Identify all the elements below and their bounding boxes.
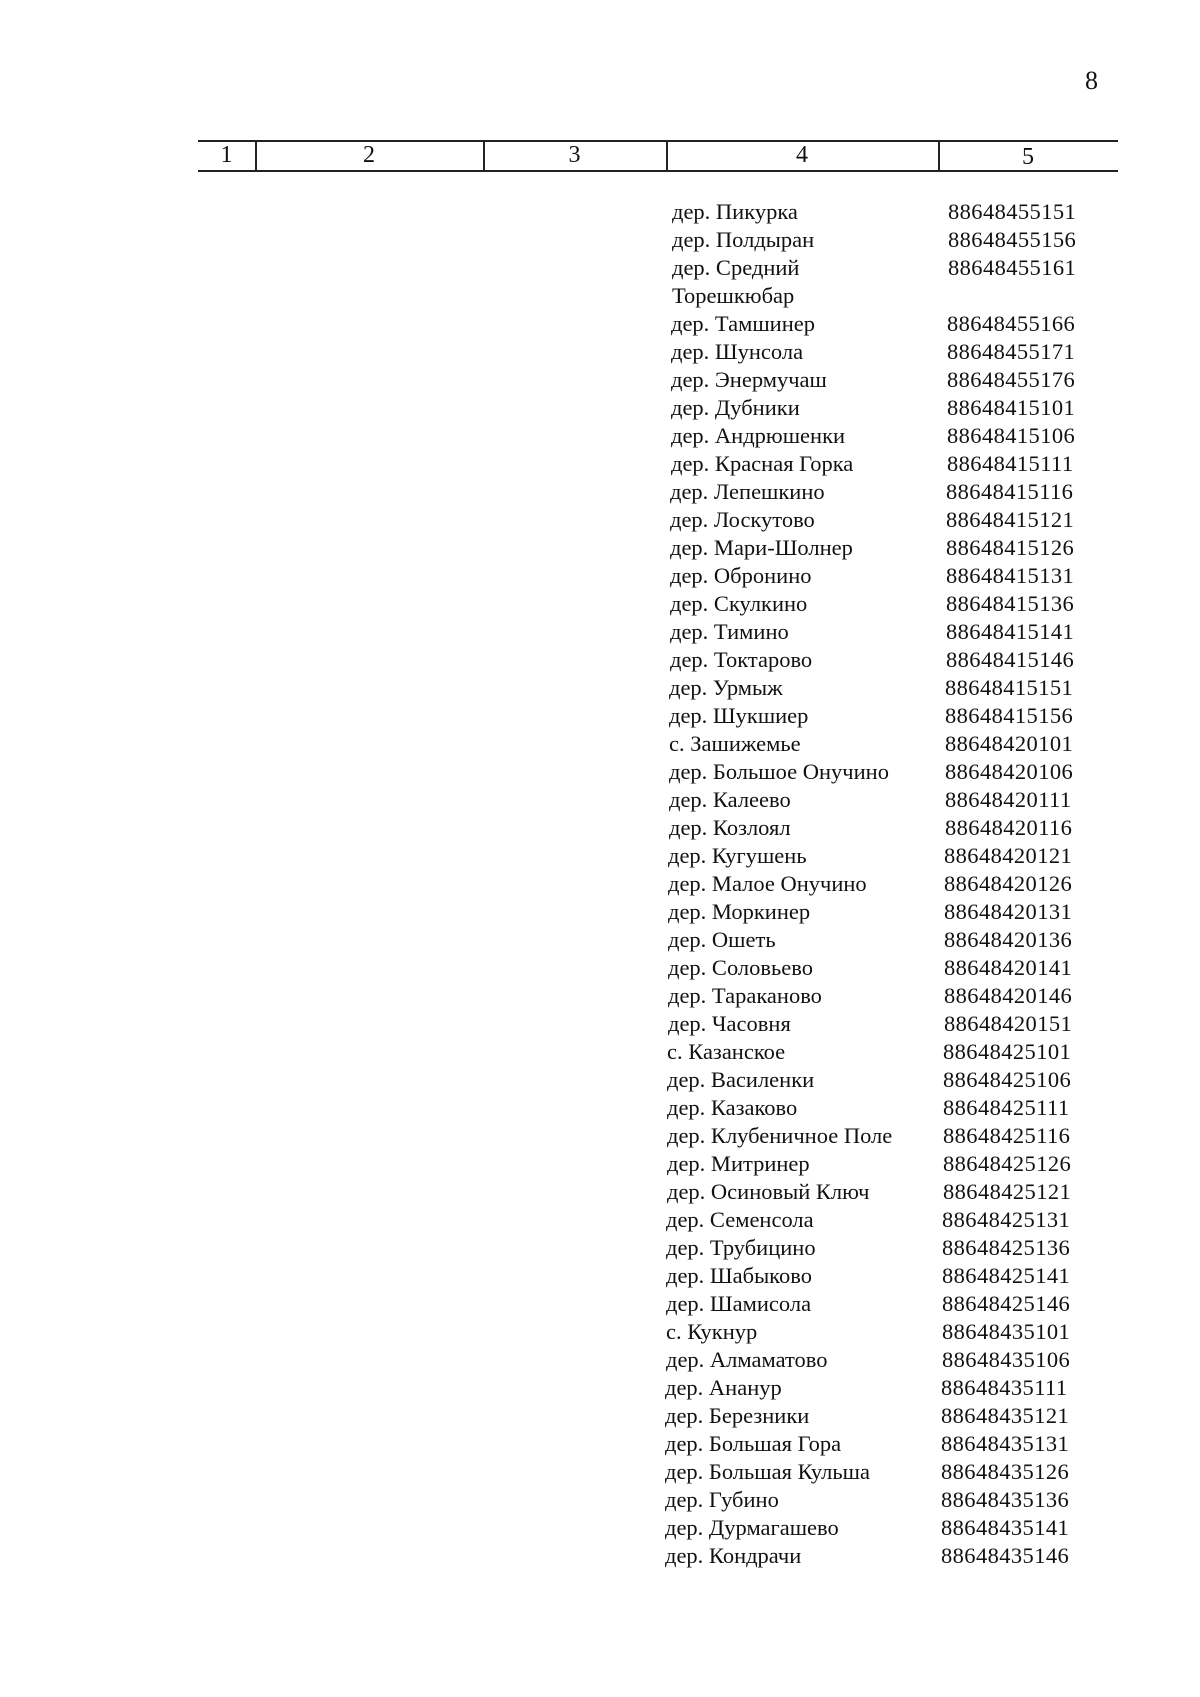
settlement-name: дер. Тимино xyxy=(670,619,789,644)
settlement-name: дер. Большое Онучино xyxy=(669,759,889,784)
settlement-name: дер. Алмаматово xyxy=(666,1347,828,1372)
table-row xyxy=(0,1514,1200,1542)
column-header-2: 2 xyxy=(363,142,375,168)
settlement-name: дер. Лоскутово xyxy=(670,507,815,532)
table-row xyxy=(0,422,1200,450)
table-row xyxy=(0,450,1200,478)
oktmo-code: 88648425136 xyxy=(942,1235,1071,1260)
table-row xyxy=(0,1402,1200,1430)
oktmo-code: 88648420126 xyxy=(944,871,1073,896)
table-row xyxy=(0,702,1200,730)
settlement-name: дер. Полдыран xyxy=(672,227,815,252)
oktmo-code: 88648435136 xyxy=(941,1487,1070,1512)
table-row xyxy=(0,226,1200,254)
settlement-name: с. Зашижемье xyxy=(669,731,801,756)
table-row xyxy=(0,758,1200,786)
table-row xyxy=(0,1150,1200,1178)
settlement-name: дер. Лепешкино xyxy=(670,479,825,504)
table-row xyxy=(0,954,1200,982)
oktmo-code: 88648455161 xyxy=(948,255,1077,280)
oktmo-code: 88648415106 xyxy=(947,423,1076,448)
settlement-name: дер. Урмыж xyxy=(669,675,783,700)
settlement-name: дер. Губино xyxy=(665,1487,779,1512)
settlement-name: дер. Березники xyxy=(665,1403,810,1428)
settlement-name: дер. Моркинер xyxy=(668,899,811,924)
table-row xyxy=(0,506,1200,534)
settlement-name: дер. Малое Онучино xyxy=(668,871,867,896)
settlement-name: дер. Обронино xyxy=(670,563,812,588)
oktmo-code: 88648415136 xyxy=(946,591,1075,616)
table-row xyxy=(0,562,1200,590)
settlement-name: дер. Ошеть xyxy=(668,927,776,952)
table-row xyxy=(0,1234,1200,1262)
page-number: 8 xyxy=(1085,66,1098,95)
settlement-name: дер. Ананур xyxy=(665,1375,782,1400)
oktmo-code: 88648420131 xyxy=(944,899,1073,924)
oktmo-code: 88648455151 xyxy=(948,199,1077,224)
settlement-list xyxy=(0,198,1200,1570)
table-row xyxy=(0,366,1200,394)
oktmo-code: 88648420106 xyxy=(945,759,1074,784)
oktmo-code: 88648435141 xyxy=(941,1515,1070,1540)
table-row xyxy=(0,1010,1200,1038)
settlement-name: дер. Средний Торешкюбар xyxy=(672,255,800,308)
settlement-name: дер. Токтарово xyxy=(670,647,813,672)
oktmo-code: 88648435111 xyxy=(941,1375,1068,1400)
table-row xyxy=(0,674,1200,702)
column-header-5: 5 xyxy=(1022,144,1034,170)
oktmo-code: 88648415131 xyxy=(946,563,1075,588)
oktmo-code: 88648425116 xyxy=(943,1123,1071,1148)
settlement-name: дер. Шунсола xyxy=(671,339,804,364)
settlement-name: дер. Тараканово xyxy=(668,983,822,1008)
settlement-name: дер. Клубеничное Поле xyxy=(667,1123,893,1148)
oktmo-code: 88648455166 xyxy=(947,311,1076,336)
settlement-name: дер. Андрюшенки xyxy=(671,423,846,448)
oktmo-code: 88648415101 xyxy=(947,395,1076,420)
oktmo-code: 88648425121 xyxy=(943,1179,1072,1204)
table-row xyxy=(0,1430,1200,1458)
settlement-name: дер. Осиновый Ключ xyxy=(667,1179,870,1204)
oktmo-code: 88648425146 xyxy=(942,1291,1071,1316)
table-row xyxy=(0,898,1200,926)
settlement-name: дер. Козлоял xyxy=(669,815,791,840)
settlement-name: дер. Кондрачи xyxy=(665,1543,802,1568)
settlement-name: дер. Митринер xyxy=(667,1151,810,1176)
table-row xyxy=(0,1262,1200,1290)
oktmo-code: 88648420141 xyxy=(944,955,1073,980)
oktmo-code: 88648420101 xyxy=(945,731,1074,756)
settlement-name: дер. Часовня xyxy=(668,1011,791,1036)
oktmo-code: 88648455176 xyxy=(947,367,1076,392)
oktmo-code: 88648415126 xyxy=(946,535,1075,560)
oktmo-code: 88648420146 xyxy=(944,983,1073,1008)
oktmo-code: 88648425101 xyxy=(943,1039,1072,1064)
table-row xyxy=(0,1178,1200,1206)
table-row xyxy=(0,1290,1200,1318)
settlement-name: дер. Красная Горка xyxy=(671,451,854,476)
settlement-name: дер. Пикурка xyxy=(672,199,798,224)
oktmo-code: 88648420121 xyxy=(944,843,1073,868)
table-row xyxy=(0,1346,1200,1374)
oktmo-code: 88648435126 xyxy=(941,1459,1070,1484)
oktmo-code: 88648425141 xyxy=(942,1263,1071,1288)
table-row xyxy=(0,1066,1200,1094)
settlement-name: дер. Калеево xyxy=(669,787,791,812)
oktmo-code: 88648435131 xyxy=(941,1431,1070,1456)
table-row xyxy=(0,310,1200,338)
table-row xyxy=(0,478,1200,506)
table-row xyxy=(0,646,1200,674)
settlement-name: дер. Шамисола xyxy=(666,1291,812,1316)
table-row xyxy=(0,1122,1200,1150)
table-row xyxy=(0,590,1200,618)
table-row xyxy=(0,1374,1200,1402)
table-row xyxy=(0,198,1200,226)
table-row xyxy=(0,1318,1200,1346)
oktmo-code: 88648425106 xyxy=(943,1067,1072,1092)
settlement-name: дер. Соловьево xyxy=(668,955,813,980)
table-row xyxy=(0,842,1200,870)
table-row xyxy=(0,982,1200,1010)
table-row xyxy=(0,394,1200,422)
oktmo-code: 88648415151 xyxy=(945,675,1074,700)
table-row xyxy=(0,786,1200,814)
oktmo-code: 88648425126 xyxy=(943,1151,1072,1176)
settlement-name: дер. Скулкино xyxy=(670,591,808,616)
oktmo-code: 88648415121 xyxy=(946,507,1075,532)
settlement-name: дер. Энермучаш xyxy=(671,367,827,392)
table-row xyxy=(0,1206,1200,1234)
table-row xyxy=(0,618,1200,646)
settlement-name: дер. Шабыково xyxy=(666,1263,812,1288)
settlement-name: с. Кукнур xyxy=(666,1319,758,1344)
oktmo-code: 88648420151 xyxy=(944,1011,1073,1036)
oktmo-code: 88648420111 xyxy=(945,787,1072,812)
settlement-name: дер. Большая Гора xyxy=(665,1431,842,1456)
table-row xyxy=(0,1542,1200,1570)
settlement-name: дер. Дубники xyxy=(671,395,800,420)
table-row xyxy=(0,926,1200,954)
table-row xyxy=(0,870,1200,898)
table-row xyxy=(0,1486,1200,1514)
settlement-name: дер. Тамшинер xyxy=(671,311,815,336)
table-row xyxy=(0,254,1200,310)
oktmo-code: 88648415146 xyxy=(946,647,1075,672)
oktmo-code: 88648420136 xyxy=(944,927,1073,952)
oktmo-code: 88648415156 xyxy=(945,703,1074,728)
settlement-name: дер. Большая Кульша xyxy=(665,1459,870,1484)
table-row xyxy=(0,730,1200,758)
table-row xyxy=(0,338,1200,366)
table-row xyxy=(0,814,1200,842)
settlement-name: дер. Семенсола xyxy=(666,1207,814,1232)
column-header-4: 4 xyxy=(796,142,808,168)
oktmo-code: 88648435101 xyxy=(942,1319,1071,1344)
oktmo-code: 88648435146 xyxy=(941,1543,1070,1568)
table-row xyxy=(0,1458,1200,1486)
column-header-3: 3 xyxy=(568,142,581,168)
column-header-1: 1 xyxy=(220,142,233,168)
oktmo-code: 88648435121 xyxy=(941,1403,1070,1428)
table-row xyxy=(0,1094,1200,1122)
oktmo-code: 88648425111 xyxy=(943,1095,1070,1120)
settlement-name: дер. Трубицино xyxy=(666,1235,816,1260)
oktmo-code: 88648435106 xyxy=(942,1347,1071,1372)
table-row xyxy=(0,534,1200,562)
table-row xyxy=(0,1038,1200,1066)
oktmo-code: 88648415116 xyxy=(946,479,1074,504)
oktmo-code: 88648455156 xyxy=(948,227,1077,252)
oktmo-code: 88648420116 xyxy=(945,815,1073,840)
settlement-name: дер. Василенки xyxy=(667,1067,815,1092)
oktmo-code: 88648425131 xyxy=(942,1207,1071,1232)
oktmo-code: 88648415141 xyxy=(946,619,1075,644)
settlement-name: с. Казанское xyxy=(667,1039,786,1064)
oktmo-code: 88648455171 xyxy=(947,339,1076,364)
settlement-name: дер. Шукшиер xyxy=(669,703,809,728)
settlement-name: дер. Мари-Шолнер xyxy=(670,535,853,560)
settlement-name: дер. Дурмагашево xyxy=(665,1515,839,1540)
settlement-name: дер. Кугушень xyxy=(668,843,807,868)
oktmo-code: 88648415111 xyxy=(947,451,1074,476)
settlement-name: дер. Казаково xyxy=(667,1095,798,1120)
table-header xyxy=(198,140,1118,172)
